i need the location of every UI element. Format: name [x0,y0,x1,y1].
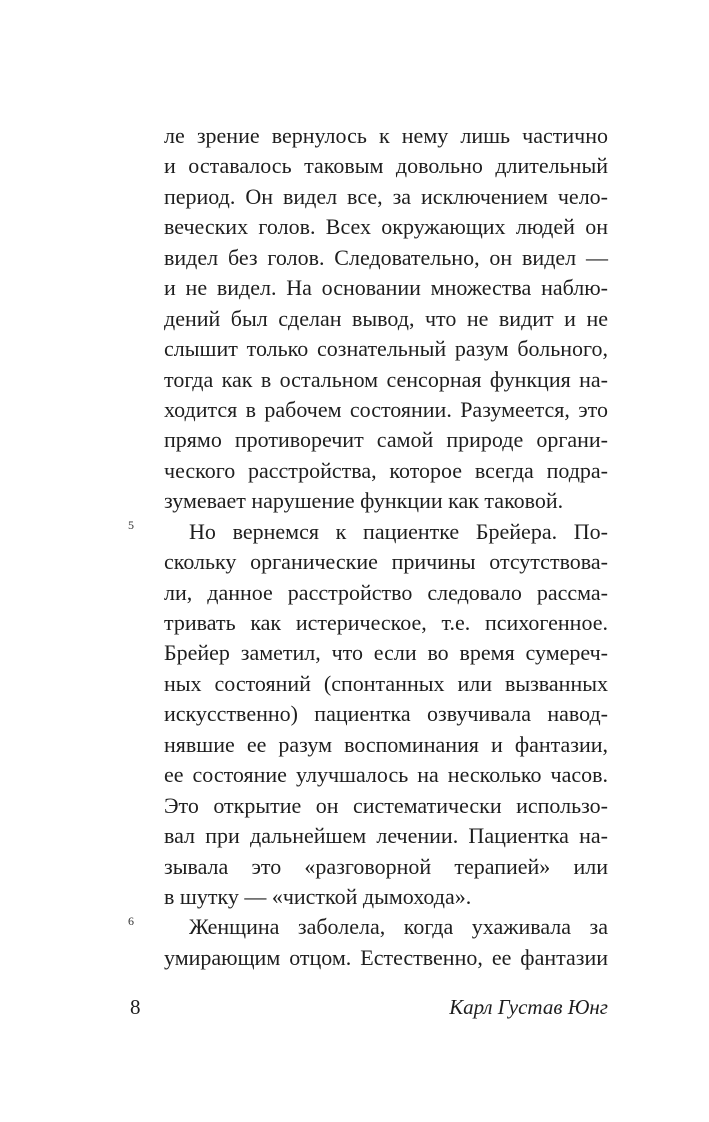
text-line: искусственно) пациентка озвучивала навод- [164,701,608,727]
text-line: зумевает нарушение функции как таковой. [164,488,564,514]
text-line: слышит только сознательный разум больного, [164,336,608,362]
body-text [164,121,608,973]
text-line: Но вернемся к пациентке Брейера. По- [189,518,608,544]
paragraph-number: 5 [128,518,134,532]
text-line: зывала это «разговорной терапией» или [164,853,608,879]
text-line: тогда как в остальном сенсорная функция на- [164,366,608,392]
text-line: вал при дальнейшем лечении. Пациентка на- [164,823,608,849]
text-line: умирающим отцом. Естественно, ее фантазии [164,944,608,970]
text-line: в шутку — «чисткой дымохода». [164,883,472,909]
text-line: веческих голов. Всех окружающих людей он [164,214,608,240]
text-line: нявшие ее разум воспоминания и фантазии, [164,731,608,757]
text-line: ли, данное расстройство следовало рассма- [164,579,608,605]
text-line: Это открытие он систематически использо- [164,792,608,818]
paragraph-number: 6 [128,914,134,928]
text-line: и оставалось таковым довольно длительный [164,153,608,179]
text-line: ходится в рабочем состоянии. Разумеется, это [164,396,608,422]
text-line: период. Он видел все, за исключением чело- [164,183,608,209]
page-number: 8 [130,995,141,1019]
text-line: скольку органические причины отсутствова- [164,549,608,575]
text-line: ческого расстройства, которое всегда подра- [164,457,608,483]
text-line: прямо противоречит самой природе органи- [164,427,608,453]
text-line: и не видел. На основании множества наблю- [164,275,608,301]
text-line: дений был сделан вывод, что не видит и не [164,305,608,331]
running-footer-author: Карл Густав Юнг [449,995,608,1019]
text-line: Женщина заболела, когда ухаживала за [189,914,608,940]
text-line: ее состояние улучшалось на несколько часов. [164,762,608,788]
text-line: тривать как истерическое, т.е. психогенное. [164,610,608,635]
text-line: Брейер заметил, что если во время сумереч- [164,640,608,666]
text-line: видел без голов. Следовательно, он видел — [164,244,608,270]
text-line: ных состояний (спонтанных или вызванных [164,670,608,696]
text-line: ле зрение вернулось к нему лишь частично [164,123,608,148]
